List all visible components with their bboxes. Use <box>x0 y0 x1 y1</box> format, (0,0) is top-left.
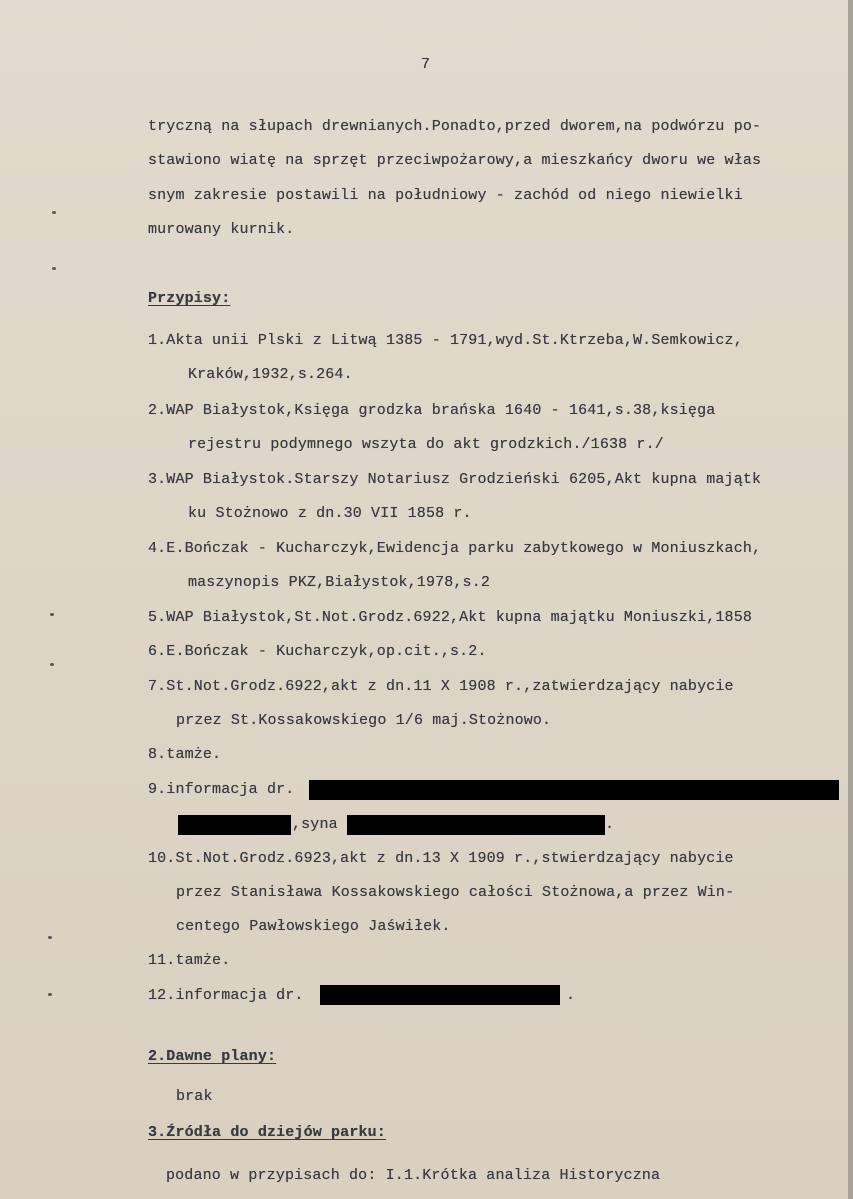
body-line-1: tryczną na słupach drewnianych.Ponadto,przed dworem,na podwórzu po- <box>148 118 762 135</box>
footnote-2-line-2: rejestru podymnego wszyta do akt grodzkich./1638 r./ <box>188 436 664 453</box>
footnote-4-line-1: 4.E.Bończak - Kucharczyk,Ewidencja parku zabytkowego w Moniuszkach, <box>148 540 762 557</box>
section-2-text: brak <box>176 1088 213 1105</box>
footnote-4-line-2: maszynopis PKZ,Białystok,1978,s.2 <box>188 574 490 591</box>
footnote-1-line-1: 1.Akta unii Plski z Litwą 1385 - 1791,wyd.St.Ktrzeba,W.Semkowicz, <box>148 332 743 349</box>
footnote-10-line-1: 10.St.Not.Grodz.6923,akt z dn.13 X 1909 r.,stwierdzający nabycie <box>148 850 734 867</box>
footnote-10-line-2: przez Stanisława Kossakowskiego całości Stożnowa,a przez Win- <box>176 884 735 901</box>
page-number: 7 <box>421 56 431 73</box>
redaction-bar <box>309 780 839 800</box>
footnotes-heading: Przypisy: <box>148 290 231 307</box>
body-line-4: murowany kurnik. <box>148 221 295 238</box>
footnote-7-line-1: 7.St.Not.Grodz.6922,akt z dn.11 X 1908 r.,zatwierdzający nabycie <box>148 678 734 695</box>
footnote-3-line-1: 3.WAP Białystok.Starszy Notariusz Grodzieński 6205,Akt kupna majątk <box>148 471 762 488</box>
page-edge-shadow <box>848 0 853 1199</box>
margin-speck <box>52 267 56 270</box>
footnote-12: 12.informacja dr. <box>148 987 304 1004</box>
body-line-2: stawiono wiatę na sprzęt przeciwpożarowy,a mieszkańcy dworu we włas <box>148 152 762 169</box>
footnote-9-line-1: 9.informacja dr. <box>148 781 295 798</box>
margin-speck <box>48 993 52 996</box>
footnote-1-line-2: Kraków,1932,s.264. <box>188 366 353 383</box>
footnote-11: 11.tamże. <box>148 952 231 969</box>
margin-speck <box>48 936 52 939</box>
footnote-9-line-2-text: ,syna <box>292 816 338 833</box>
section-2-heading: 2.Dawne plany: <box>148 1048 277 1065</box>
redaction-bar <box>178 815 291 835</box>
redaction-bar <box>320 985 560 1005</box>
section-3-heading: 3.Źródła do dziejów parku: <box>148 1124 386 1141</box>
footnote-6: 6.E.Bończak - Kucharczyk,op.cit.,s.2. <box>148 643 487 660</box>
footnote-9-line-2-end: . <box>605 816 615 833</box>
footnote-2-line-1: 2.WAP Białystok,Księga grodzka brańska 1640 - 1641,s.38,księga <box>148 402 716 419</box>
margin-speck <box>50 663 54 666</box>
footnote-12-end: . <box>566 987 576 1004</box>
redaction-bar <box>347 815 605 835</box>
footnote-10-line-3: centego Pawłowskiego Jaświłek. <box>176 918 451 935</box>
body-line-3: snym zakresie postawili na południowy - zachód od niego niewielki <box>148 187 743 204</box>
footnote-3-line-2: ku Stożnowo z dn.30 VII 1858 r. <box>188 505 472 522</box>
section-3-text: podano w przypisach do: I.1.Krótka analiza Historyczna <box>166 1167 661 1184</box>
footnote-8: 8.tamże. <box>148 746 222 763</box>
margin-speck <box>50 613 54 616</box>
footnote-5: 5.WAP Białystok,St.Not.Grodz.6922,Akt kupna majątku Moniuszki,1858 <box>148 609 752 626</box>
footnote-7-line-2: przez St.Kossakowskiego 1/6 maj.Stożnowo. <box>176 712 552 729</box>
margin-speck <box>52 211 56 214</box>
